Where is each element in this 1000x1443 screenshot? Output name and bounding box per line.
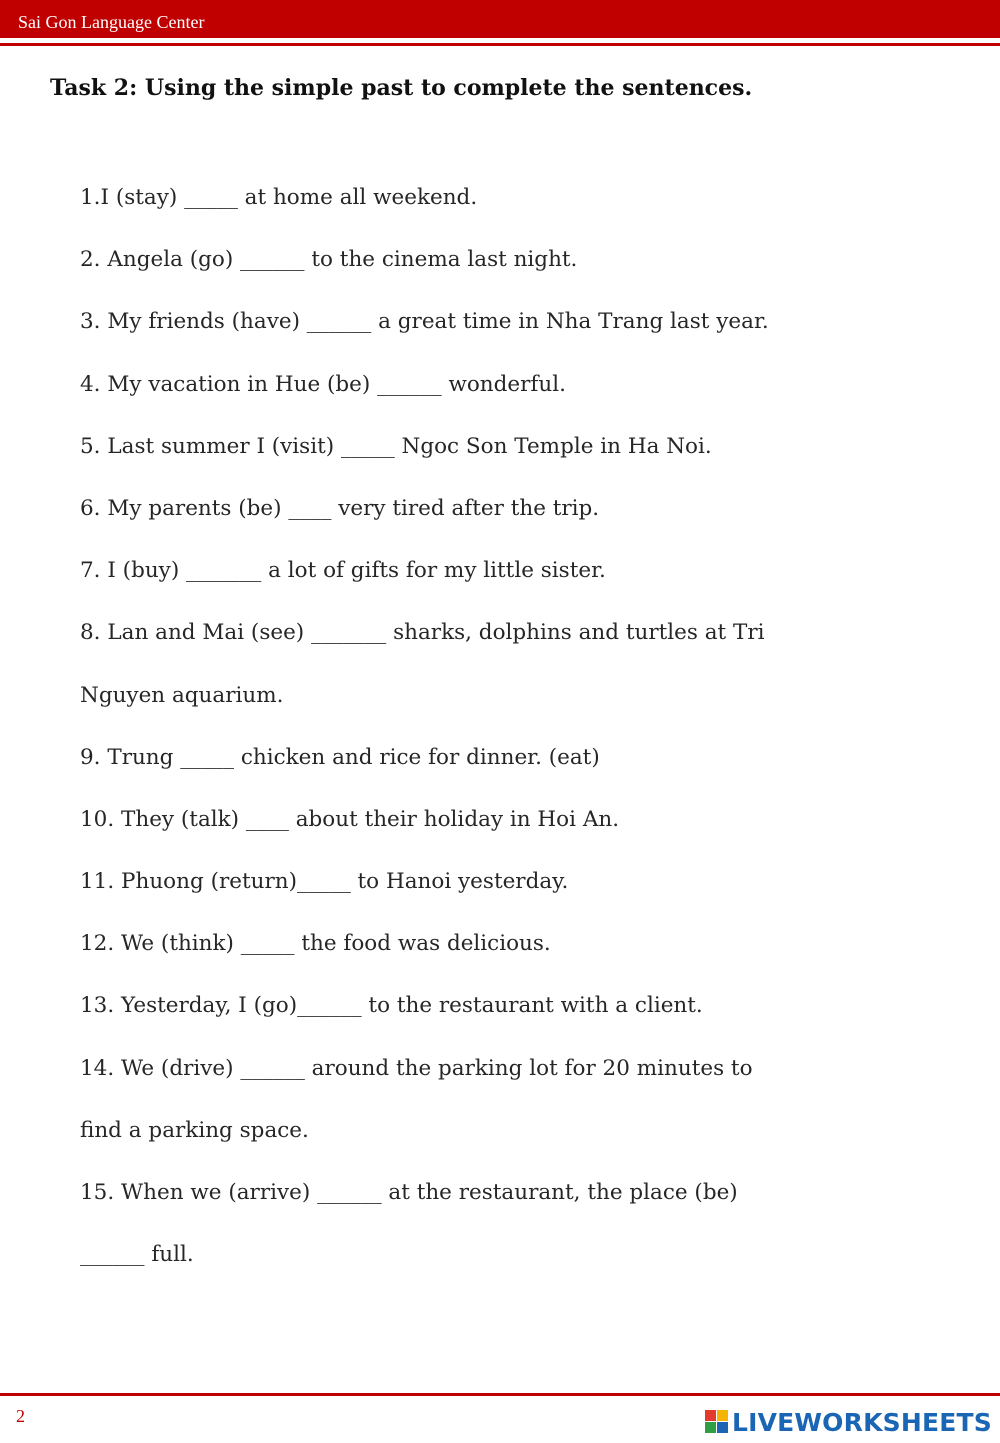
liveworksheets-logo-icon <box>705 1410 729 1434</box>
exercise-line: 8. Lan and Mai (see) _______ sharks, dolphins and turtles at Tri <box>80 620 765 646</box>
page-number: 2 <box>16 1406 25 1426</box>
exercise-line: 5. Last summer I (visit) _____ Ngoc Son Temple in Ha Noi. <box>80 433 712 459</box>
exercise-line: ______ full. <box>80 1242 194 1268</box>
exercise-line: 7. I (buy) _______ a lot of gifts for my little sister. <box>80 558 606 584</box>
exercise-line: 11. Phuong (return)_____ to Hanoi yesterday. <box>80 869 569 895</box>
task-title: Task 2: Using the simple past to complete the sentences. <box>50 75 753 101</box>
exercise-line: 9. Trung _____ chicken and rice for dinner. (eat) <box>80 744 600 770</box>
exercise-line: 10. They (talk) ____ about their holiday in Hoi An. <box>80 806 620 832</box>
footer-divider <box>0 1393 1000 1396</box>
exercise-line: 3. My friends (have) ______ a great time in Nha Trang last year. <box>80 309 769 335</box>
exercise-line: 12. We (think) _____ the food was delicious. <box>80 931 551 957</box>
exercise-line: 1.I (stay) _____ at home all weekend. <box>80 185 478 210</box>
brand-name: LIVEWORKSHEETS <box>731 1407 992 1437</box>
liveworksheets-brand[interactable] <box>705 1406 992 1438</box>
exercise-line: Nguyen aquarium. <box>80 682 284 708</box>
exercise-line: 4. My vacation in Hue (be) ______ wonderful. <box>80 371 566 397</box>
exercise-line: 6. My parents (be) ____ very tired after the trip. <box>80 495 600 521</box>
header-divider <box>0 43 1000 46</box>
header-title: Sai Gon Language Center <box>18 12 205 32</box>
exercise-list <box>80 181 960 1300</box>
exercise-line: 14. We (drive) ______ around the parking lot for 20 minutes to <box>80 1055 753 1081</box>
exercise-line: 13. Yesterday, I (go)______ to the restaurant with a client. <box>80 993 703 1019</box>
exercise-line: 15. When we (arrive) ______ at the restaurant, the place (be) <box>80 1180 738 1205</box>
exercise-line: find a parking space. <box>80 1117 309 1143</box>
exercise-line: 2. Angela (go) ______ to the cinema last night. <box>80 247 578 273</box>
